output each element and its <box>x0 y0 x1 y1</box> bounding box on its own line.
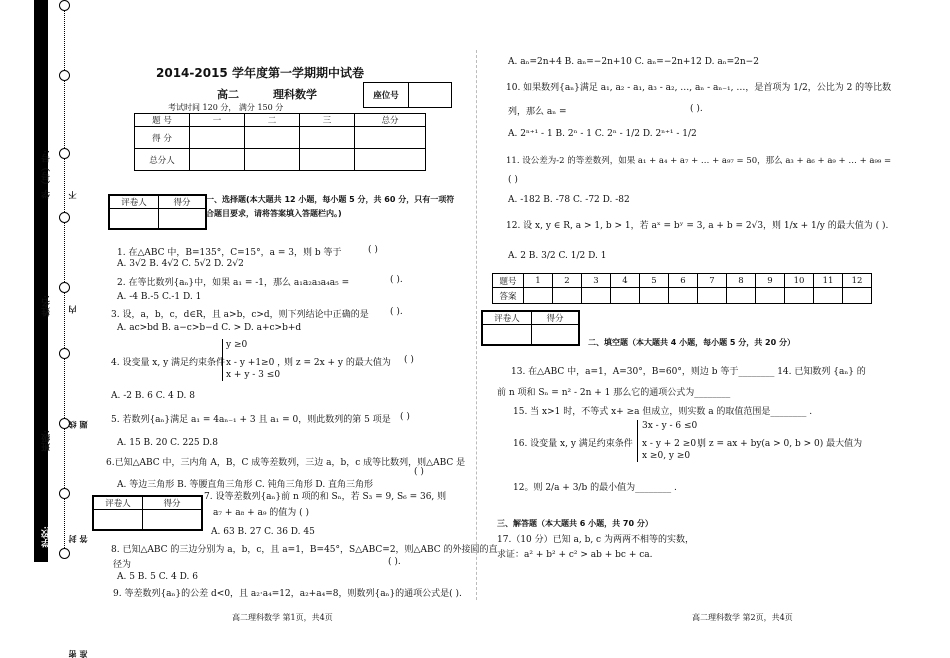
q10-options: A. 2ⁿ⁺¹ - 1 B. 2ⁿ - 1 C. 2ⁿ - 1/2 D. 2ⁿ⁺¹ - 1/2 <box>508 129 697 139</box>
q5-blank: ( ) <box>400 412 410 422</box>
q11-stem: 11. 设公差为-2 的等差数列，如果 a₁ + a₄ + a₇ + … + a₉₇ = 50，那么 a₃ + a₆ + a₉ + … + a₉₉ = <box>506 156 892 166</box>
answer-num: 12 <box>843 274 872 288</box>
q12b-stem: 12。则 2/a + 3/b 的最小值为________ . <box>513 483 677 493</box>
answer-cell[interactable] <box>640 288 669 304</box>
grader-label: 得分 <box>159 195 207 209</box>
q10-blank: ( ). <box>690 104 703 114</box>
name-label: 姓名: <box>42 295 52 317</box>
answer-cell[interactable] <box>698 288 727 304</box>
seal-circle <box>59 0 70 11</box>
section3-title: 三、解答题（本大题共 6 小题，共 70 分） <box>497 519 653 528</box>
q16-tail: 则 z = ax + by(a > 0, b > 0) 最大值为 <box>697 439 863 449</box>
score-cell[interactable] <box>300 149 355 171</box>
page-divider <box>476 50 477 600</box>
score-header: 二 <box>245 114 300 127</box>
student-number-label: 学（号）号: <box>42 150 52 199</box>
q8-stem-2: 径为 <box>113 560 132 570</box>
answer-num: 8 <box>727 274 756 288</box>
score-cell[interactable] <box>190 149 245 171</box>
q1-blank: ( ) <box>368 245 378 255</box>
q13-line2: 前 n 项和 Sₙ = n² - 2n + 1 那么它的通项公式为________ <box>497 388 731 398</box>
answer-num: 1 <box>524 274 553 288</box>
q2-blank: ( ). <box>390 275 403 285</box>
grader-label: 评卷人 <box>93 496 143 510</box>
answer-cell[interactable] <box>524 288 553 304</box>
q2-options: A. -4 B.-5 C.-1 D. 1 <box>117 292 202 302</box>
q8-options: A. 5 B. 5 C. 4 D. 6 <box>117 572 198 582</box>
q12-options: A. 2 B. 3/2 C. 1/2 D. 1 <box>508 251 607 261</box>
seat-field[interactable] <box>409 83 452 108</box>
footer-left: 高二理科数学 第1页，共4页 <box>232 613 333 622</box>
q4-blank: ( ) <box>404 355 414 365</box>
grader-label: 评卷人 <box>109 195 159 209</box>
answer-cell[interactable] <box>756 288 785 304</box>
q16-stem: 16. 设变量 x, y 满足约束条件 <box>513 439 633 449</box>
q9-options: A. aₙ=2n+4 B. aₙ=−2n+10 C. aₙ=−2n+12 D. aₙ=2n−2 <box>508 57 759 67</box>
score-header: 总分 <box>355 114 426 127</box>
answer-num: 3 <box>582 274 611 288</box>
school-label: 学校: <box>42 526 52 548</box>
q3-blank: ( ). <box>390 307 403 317</box>
q10-stem: 10. 如果数列{aₙ}满足 a₁, a₂ - a₁, a₃ - a₂, …, aₙ - aₙ₋₁, …，是首项为 1/2，公比为 2 的等比数 <box>506 83 892 93</box>
q4-condition: x - y +1≥0 ， <box>226 358 287 368</box>
q1-stem: 1. 在△ABC 中，B=135°，C=15°，a = 3，则 b 等于 <box>117 248 342 258</box>
q17-line1: 17.（10 分）已知 a, b, c 为两两不相等的实数， <box>497 535 694 545</box>
answer-num: 2 <box>553 274 582 288</box>
q11-options: A. -182 B. -78 C. -72 D. -82 <box>508 195 630 205</box>
answer-cell[interactable] <box>814 288 843 304</box>
q7-options: A. 63 B. 27 C. 36 D. 45 <box>211 527 315 537</box>
q5-stem: 5. 若数列{aₙ}满足 a₁ = 4aₙ₋₁ + 3 且 a₁ = 0，则此数列的第 5 项是 <box>111 415 391 425</box>
score-cell[interactable] <box>300 127 355 149</box>
q6-stem: 6.已知△ABC 中，三内角 A，B，C 成等差数列，三边 a，b，c 成等比数列，则△ABC 是 <box>106 458 466 468</box>
answer-num: 5 <box>640 274 669 288</box>
answer-cell[interactable] <box>582 288 611 304</box>
grader-box <box>92 495 203 531</box>
answer-num: 10 <box>785 274 814 288</box>
class-label: 班级: <box>42 430 52 452</box>
score-cell[interactable] <box>245 149 300 171</box>
q7-stem: 7. 设等差数列{aₙ}前 n 项的和 Sₙ，若 S₃ = 9, S₆ = 36, 则 <box>204 492 447 502</box>
q4-brace <box>222 339 223 381</box>
q1-options: A. 3√2 B. 4√2 C. 5√2 D. 2√2 <box>117 259 244 269</box>
grader-cell[interactable] <box>109 209 159 229</box>
q16-condition: x ≥0, y ≥0 <box>642 451 691 461</box>
q15-stem: 15. 当 x>1 时，不等式 x+ ≥a 但成立，则实数 a 的取值范围是________ . <box>513 407 813 417</box>
subject-label: 理科数学 <box>273 88 317 101</box>
grader-label: 得分 <box>532 311 580 325</box>
grader-cell[interactable] <box>159 209 207 229</box>
answer-num: 4 <box>611 274 640 288</box>
score-table <box>134 113 426 171</box>
q4-options: A. -2 B. 6 C. 4 D. 8 <box>111 391 195 401</box>
q7-stem-2: a₇ + a₈ + a₉ 的值为 ( ) <box>213 508 310 518</box>
q2-stem: 2. 在等比数列{aₙ}中，如果 a₁ = -1，那么 a₁a₂a₃a₄a₅ = <box>117 278 350 288</box>
answer-cell[interactable] <box>611 288 640 304</box>
q4-tail: 则 z = 2x + y 的最大值为 <box>284 358 391 368</box>
answer-cell[interactable] <box>843 288 872 304</box>
q3-options: A. ac>bd B. a−c>b−d C. > D. a+c>b+d <box>117 323 302 333</box>
seal-line-text: 密 封 线 内 不 准 答 题 <box>67 138 88 658</box>
seat-table <box>363 82 452 108</box>
q4-stem: 4. 设变量 x, y 满足约束条件 <box>111 358 226 368</box>
answer-header: 题号 <box>493 274 524 288</box>
binding-strip <box>34 0 48 562</box>
q9-stem: 9. 等差数列{aₙ}的公差 d<0，且 a₂·a₄=12，a₂+a₄=8，则数列{aₙ}的通项公式是( ). <box>113 589 462 599</box>
grader-cell[interactable] <box>143 510 203 530</box>
answer-cell[interactable] <box>669 288 698 304</box>
section1-title-2: 合题目要求，请将答案填入答题栏内。) <box>206 209 342 218</box>
section1-title: 一、选择题(本大题共 12 小题，每小题 5 分，共 60 分，只有一项符 <box>206 195 455 204</box>
score-header: 一 <box>190 114 245 127</box>
q5-options: A. 15 B. 20 C. 225 D.8 <box>117 438 218 448</box>
score-cell[interactable] <box>245 127 300 149</box>
answer-cell[interactable] <box>553 288 582 304</box>
grader-box <box>108 194 207 230</box>
q4-condition: y ≥0 <box>226 340 248 350</box>
q4-condition: x + y - 3 ≤0 <box>226 370 281 380</box>
score-cell[interactable] <box>355 149 426 171</box>
q12-stem: 12. 设 x, y ∈ R, a > 1, b > 1，若 aˣ = bʸ = 3, a + b = 2√3，则 1/x + 1/y 的最大值为 ( ). <box>506 221 889 231</box>
q13-line1: 13. 在△ABC 中，a=1，A=30°，B=60°，则边 b 等于________ 14. 已知数列 {aₙ} 的 <box>511 367 866 377</box>
answer-table <box>492 273 872 304</box>
score-header: 题 号 <box>135 114 190 127</box>
score-header: 三 <box>300 114 355 127</box>
seal-dotted-line <box>64 4 65 554</box>
answer-num: 6 <box>669 274 698 288</box>
answer-num: 9 <box>756 274 785 288</box>
grader-cell[interactable] <box>93 510 143 530</box>
answer-cell[interactable] <box>727 288 756 304</box>
answer-cell[interactable] <box>785 288 814 304</box>
q6-blank: ( ) <box>414 467 424 477</box>
answer-num: 7 <box>698 274 727 288</box>
q16-brace <box>637 420 638 462</box>
score-cell[interactable] <box>190 127 245 149</box>
q6-options: A. 等边三角形 B. 等腰直角三角形 C. 钝角三角形 D. 直角三角形 <box>117 480 374 490</box>
grader-cell[interactable] <box>532 325 580 345</box>
grader-box <box>481 310 580 346</box>
q3-stem: 3. 设，a，b，c，d∈R，且 a>b，c>d，则下列结论中正确的是 <box>111 310 369 320</box>
score-cell[interactable] <box>355 127 426 149</box>
grader-label: 得分 <box>143 496 203 510</box>
answer-header: 答案 <box>493 288 524 304</box>
exam-info: 考试时间 120 分， 满分 150 分 <box>168 103 284 112</box>
score-row-label: 得 分 <box>135 127 190 149</box>
score-row-label: 总分人 <box>135 149 190 171</box>
q8-stem: 8. 已知△ABC 的三边分别为 a，b，c，且 a=1，B=45°，S△ABC=2，则△ABC 的外接圆的直 <box>111 545 498 555</box>
grade-label: 高二 <box>217 88 239 101</box>
q8-blank: ( ). <box>388 557 401 567</box>
q16-condition: 3x - y - 6 ≤0 <box>642 421 698 431</box>
grader-label: 评卷人 <box>482 311 532 325</box>
footer-right: 高二理科数学 第2页，共4页 <box>692 613 793 622</box>
grader-cell[interactable] <box>482 325 532 345</box>
seat-label: 座位号 <box>364 83 409 108</box>
exam-title: 2014-2015 学年度第一学期期中试卷 <box>156 66 364 80</box>
section2-title: 二、填空题（本大题共 4 小题，每小题 5 分，共 20 分） <box>588 338 795 347</box>
q16-condition: x - y + 2 ≥0 ， <box>642 439 708 449</box>
q17-line2: 求证：a² + b² + c² > ab + bc + ca. <box>497 550 653 560</box>
q10-stem-2: 列，那么 aₙ = <box>508 107 567 117</box>
q11-blank: ( ) <box>508 175 518 185</box>
answer-num: 11 <box>814 274 843 288</box>
